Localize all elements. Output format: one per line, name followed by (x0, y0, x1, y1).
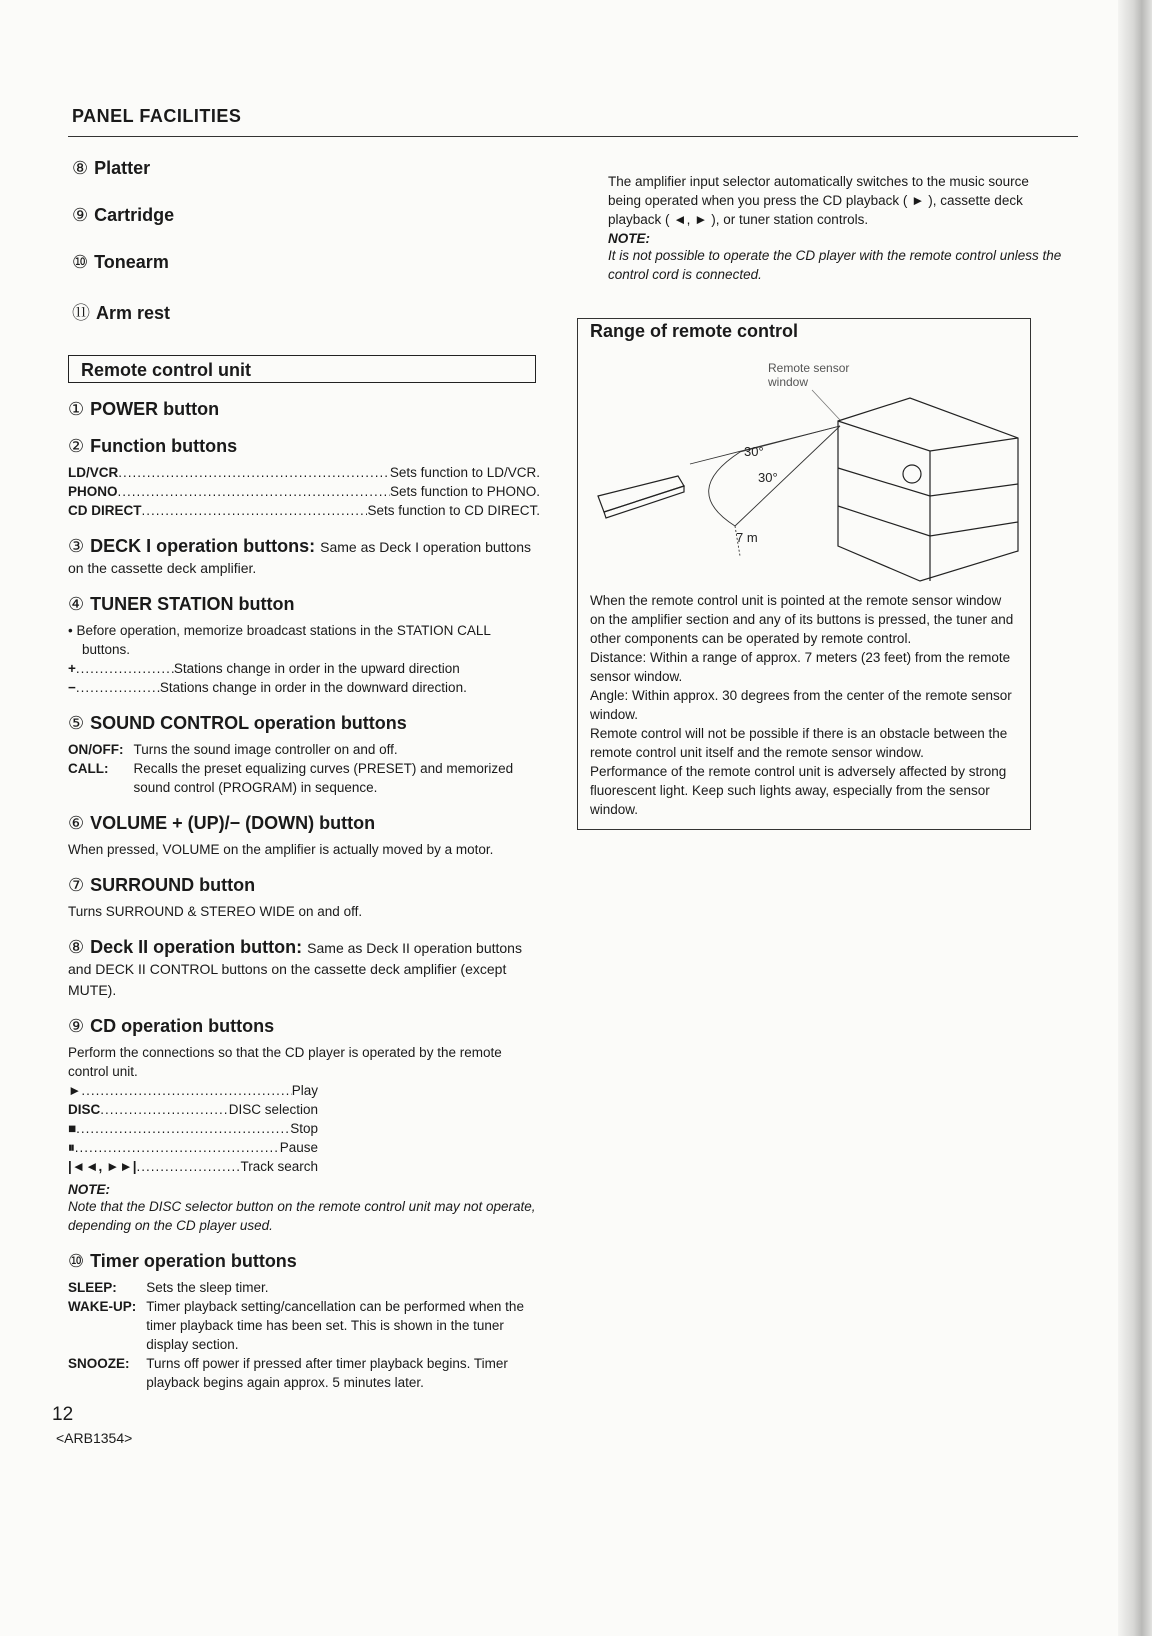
input-selector-text: The amplifier input selector automatically switches to the music source being operated when you press the CD playback ( ► ), cassette deck playback ( ◄, ► ), or tuner station controls. (608, 174, 1029, 227)
row-key: CD DIRECT (68, 503, 142, 518)
remote-control-section-title: Remote control unit (68, 355, 536, 383)
leader-dots (81, 1081, 291, 1100)
row-value: Stop (290, 1121, 318, 1136)
row-value: Play (291, 1083, 318, 1098)
item-number: ⑪ (72, 303, 90, 323)
row-key: ► (68, 1083, 82, 1098)
cd-button-list (68, 1081, 540, 1176)
row-key: DISC (68, 1102, 101, 1117)
note-text: Note that the DISC selector button on the remote control unit may not operate, depending on the CD player used. (68, 1199, 536, 1233)
row-value: Sets function to PHONO. (389, 484, 540, 499)
timer-buttons-item (68, 1251, 540, 1392)
deck2-button-item (68, 937, 540, 1000)
def-value: Recalls the preset equalizing curves (PRESET) and memorized sound control (PROGRAM) in sequence. (133, 761, 514, 795)
row-key: + (68, 661, 76, 676)
page-header: PANEL FACILITIES (72, 106, 242, 126)
leader-dots (100, 1100, 228, 1119)
row-value: Stations change in order in the upward direction (173, 661, 460, 676)
def-key: ON/OFF: (68, 742, 124, 757)
row-key: LD/VCR (68, 465, 119, 480)
item-title (68, 399, 540, 420)
item-description: Perform the connections so that the CD player is operated by the remote control unit. (68, 1045, 502, 1079)
row-key: |◄◄, ►►| (68, 1159, 137, 1174)
item-title (68, 937, 540, 1000)
item-inline-description: Same as Deck I operation buttons on the cassette deck amplifier. (68, 539, 532, 576)
cd-row (68, 1100, 318, 1119)
leader-dots (76, 659, 174, 678)
item-title (68, 713, 540, 734)
range-paragraph: Distance: Within a range of approx. 7 meters (23 feet) from the remote sensor window. (590, 650, 1011, 684)
item-number: ② (68, 436, 85, 456)
range-fan-lines (690, 426, 840, 556)
def-value: Timer playback setting/cancellation can be performed when the timer playback time has been set. This is shown in the tuner display section. (146, 1299, 524, 1352)
def-key: WAKE-UP: (68, 1299, 137, 1314)
item-number: ⑤ (68, 713, 85, 733)
leader-dots (76, 1119, 290, 1138)
left-column (64, 158, 540, 1392)
item-number: ⑩ (68, 1251, 85, 1271)
def-value: Turns off power if pressed after timer playback begins. Timer playback begins again approx. 5 minutes later. (146, 1356, 508, 1390)
cd-buttons-item (68, 1016, 540, 1235)
bullet-text: • Before operation, memorize broadcast stations in the STATION CALL buttons. (68, 623, 491, 657)
cd-row (68, 1081, 318, 1100)
def-value: Turns the sound image controller on and off. (133, 742, 398, 757)
def-key: SLEEP: (68, 1280, 117, 1295)
range-paragraph: Angle: Within approx. 30 degrees from the center of the remote sensor window. (590, 688, 1012, 722)
item-number: ① (68, 399, 85, 419)
distance-label: 7 m (736, 530, 758, 545)
range-paragraph: Performance of the remote control unit is adversely affected by strong fluorescent light. Keep such lights away, especially from the sensor window. (590, 764, 1007, 817)
sensor-leader-line (812, 390, 840, 420)
item-label: Tonearm (94, 252, 169, 272)
item-title-text: Deck II operation button: (90, 937, 303, 957)
row-value: Pause (279, 1140, 318, 1155)
item-title-text: SURROUND button (90, 875, 256, 895)
row-key: ■ (68, 1121, 77, 1136)
leader-dots (137, 1157, 241, 1176)
sound-control-item (68, 713, 540, 797)
platter-item (72, 158, 540, 180)
row-value: DISC selection (228, 1102, 318, 1117)
range-description (590, 591, 1018, 819)
range-paragraph: Remote control will not be possible if there is an obstacle between the remote control unit itself and the remote sensor window. (590, 726, 1008, 760)
leader-dots (75, 1138, 280, 1157)
angle-label-lower: 30° (758, 470, 778, 485)
item-number: ⑥ (68, 813, 85, 833)
item-number: ⑨ (72, 205, 89, 225)
item-title (68, 1016, 540, 1037)
note-label: NOTE: (68, 1182, 110, 1197)
item-description: When pressed, VOLUME on the amplifier is actually moved by a motor. (68, 842, 494, 857)
function-row (68, 482, 540, 501)
cd-row (68, 1119, 318, 1138)
definition-list (68, 740, 540, 797)
item-title (68, 536, 540, 578)
item-number: ⑧ (72, 158, 89, 178)
item-description: Turns SURROUND & STEREO WIDE on and off. (68, 904, 363, 919)
row-value: Sets function to LD/VCR. (389, 465, 540, 480)
item-title-text: SOUND CONTROL operation buttons (90, 713, 407, 733)
cartridge-item (72, 205, 540, 227)
tonearm-item (72, 252, 540, 274)
station-row (68, 659, 540, 678)
row-value: Track search (240, 1159, 318, 1174)
function-row (68, 463, 540, 482)
component-stack (838, 398, 1018, 581)
leader-dots (76, 678, 160, 697)
def-key: SNOOZE: (68, 1356, 130, 1371)
function-buttons-item (68, 436, 540, 520)
item-title-text: CD operation buttons (90, 1016, 275, 1036)
sensor-label-line1: Remote sensor (768, 361, 850, 375)
row-value: Sets function to CD DIRECT. (367, 503, 540, 518)
cd-row (68, 1157, 318, 1176)
item-title (68, 813, 540, 834)
item-title-text: POWER button (90, 399, 220, 419)
item-number: ③ (68, 536, 85, 556)
page-edge-shadow (1118, 0, 1152, 1636)
item-title-text: DECK I operation buttons: (90, 536, 316, 556)
item-label: Platter (94, 158, 151, 178)
volume-button-item (68, 813, 540, 859)
definition-list (68, 1278, 540, 1392)
item-inline-description: Same as Deck II operation buttons and DECK II CONTROL buttons on the cassette deck amplifier (except MUTE). (68, 940, 522, 998)
cd-row (68, 1138, 318, 1157)
row-key: ⏸ (68, 1140, 75, 1155)
item-title (68, 436, 540, 457)
item-title-text: Function buttons (90, 436, 238, 456)
power-button-item (68, 399, 540, 420)
deck1-buttons-item (68, 536, 540, 578)
angle-label-upper: 30° (744, 444, 764, 459)
row-value: Stations change in order in the downward direction. (159, 680, 467, 695)
page-number: 12 (52, 1404, 74, 1425)
item-title-text: TUNER STATION button (90, 594, 295, 614)
surround-button-item (68, 875, 540, 921)
remote-control-unit-icon (598, 476, 684, 518)
def-key: CALL: (68, 761, 109, 776)
def-value: Sets the sleep timer. (146, 1280, 269, 1295)
row-key: PHONO (68, 484, 118, 499)
item-number: ⑦ (68, 875, 85, 895)
range-box-title: Range of remote control (590, 321, 799, 341)
leader-dots (118, 482, 390, 501)
sensor-label-line2: window (768, 375, 809, 389)
leader-dots (142, 501, 368, 520)
item-number: ④ (68, 594, 85, 614)
station-row (68, 678, 540, 697)
item-title-text: VOLUME + (UP)/− (DOWN) button (90, 813, 376, 833)
item-label: Arm rest (96, 303, 171, 323)
item-title (68, 1251, 540, 1272)
remote-range-diagram (590, 346, 1020, 586)
item-title (68, 594, 540, 615)
range-paragraph: When the remote control unit is pointed at the remote sensor window on the amplifier section and any of its buttons is pressed, the tuner and other components can be operated by remote control. (590, 593, 1014, 646)
leader-dots (118, 463, 390, 482)
item-number: ⑨ (68, 1016, 85, 1036)
remote-range-box (577, 318, 1031, 830)
item-number: ⑧ (68, 937, 85, 957)
right-column (608, 172, 1064, 284)
function-row (68, 501, 540, 520)
row-key: − (68, 680, 76, 695)
arm-rest-item (72, 299, 540, 321)
item-label: Cartridge (94, 205, 175, 225)
note-text: It is not possible to operate the CD player with the remote control unless the control cord is connected. (608, 248, 1062, 282)
item-title-text: Timer operation buttons (90, 1251, 297, 1271)
document-code: <ARB1354> (56, 1430, 133, 1446)
item-title (68, 875, 540, 896)
item-number: ⑩ (72, 252, 89, 272)
note-label: NOTE: (608, 231, 650, 246)
tuner-station-item (68, 594, 540, 697)
header-rule (68, 136, 1078, 137)
